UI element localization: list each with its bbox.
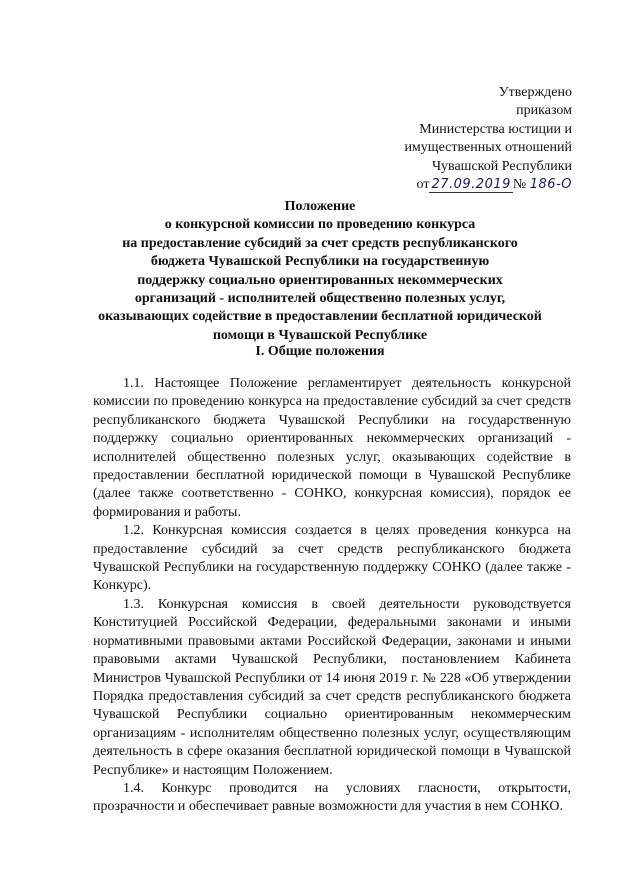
title-line: помощи в Чувашской Республике bbox=[212, 327, 428, 343]
date-prefix: от bbox=[416, 177, 430, 193]
title-line: Положение bbox=[284, 199, 356, 214]
approval-date-number bbox=[404, 176, 572, 194]
approval-line: приказом bbox=[516, 103, 572, 119]
title-line: на предоставление субсидий за счет средств республиканского bbox=[122, 235, 518, 251]
title-line: о конкурсной комиссии по проведению конкурса bbox=[164, 217, 476, 233]
handwritten-date: 27.09.2019 bbox=[431, 177, 511, 193]
handwritten-number: 186-О bbox=[529, 177, 572, 193]
title-line: оказывающих содействие в предоставлении бесплатной юридической bbox=[98, 309, 542, 325]
number-prefix: № bbox=[512, 177, 527, 193]
paragraph-1-1: 1.1. Настоящее Положение регламентирует деятельность конкурсной комиссии по проведению конкурса на предоставление субсидий за счет средств республиканского бюджета Чувашской Республики на государственную поддержку социально ориентированных некоммерческих организаций - исполнителей общественно полезных услуг, оказывающих содействие в предоставлении бесплатной юридической помощи в Чувашской Республике (далее также соответственно - СОНКО, конкурсная комиссия), порядок ее формирования и работы. bbox=[93, 376, 571, 520]
document-body bbox=[93, 375, 571, 817]
paragraph-1-3: 1.3. Конкурсная комиссия в своей деятельности руководствуется Конституцией Российской Федерации, федеральными законами и иными нормативными правовыми актами Российской Федерации, законами и иными правовыми актами Чувашской Республики, постановлением Кабинета Министров Чувашской Республики от 14 июня 2019 г. № 228 «Об утверждении Порядка предоставления субсидий за счет средств республиканского бюджета Чувашской Республики социально ориентированным некоммерческим организациям - исполнителям общественно полезных услуг, осуществляющим деятельность в сфере оказания бесплатной юридической помощи в Чувашской Республике» и настоящим Положением. bbox=[93, 596, 571, 778]
approval-line: Утверждено bbox=[498, 85, 572, 100]
title-line: поддержку социально ориентированных некоммерческих bbox=[137, 272, 503, 288]
approval-line: Чувашской Республики bbox=[431, 158, 572, 174]
title-line: бюджета Чувашской Республики на государственную bbox=[150, 254, 490, 270]
approval-line: Министерства юстиции и bbox=[419, 121, 572, 137]
approval-block bbox=[404, 84, 572, 194]
paragraph-1-4: 1.4. Конкурс проводится на условиях гласности, открытости, прозрачности и обеспечивает равные возможности для участия в нем СОНКО. bbox=[93, 780, 571, 815]
approval-line: имущественных отношений bbox=[404, 140, 572, 156]
paragraph-1-2: 1.2. Конкурсная комиссия создается в целях проведения конкурса на предоставление субсидий за счет средств республиканского бюджета Чувашской Республики на государственную поддержку СОНКО (далее также - Конкурс). bbox=[93, 523, 571, 594]
title-line: организаций - исполнителей общественно полезных услуг, bbox=[134, 291, 506, 307]
section-heading: I. Общие положения bbox=[255, 344, 385, 359]
document-title bbox=[70, 198, 570, 345]
